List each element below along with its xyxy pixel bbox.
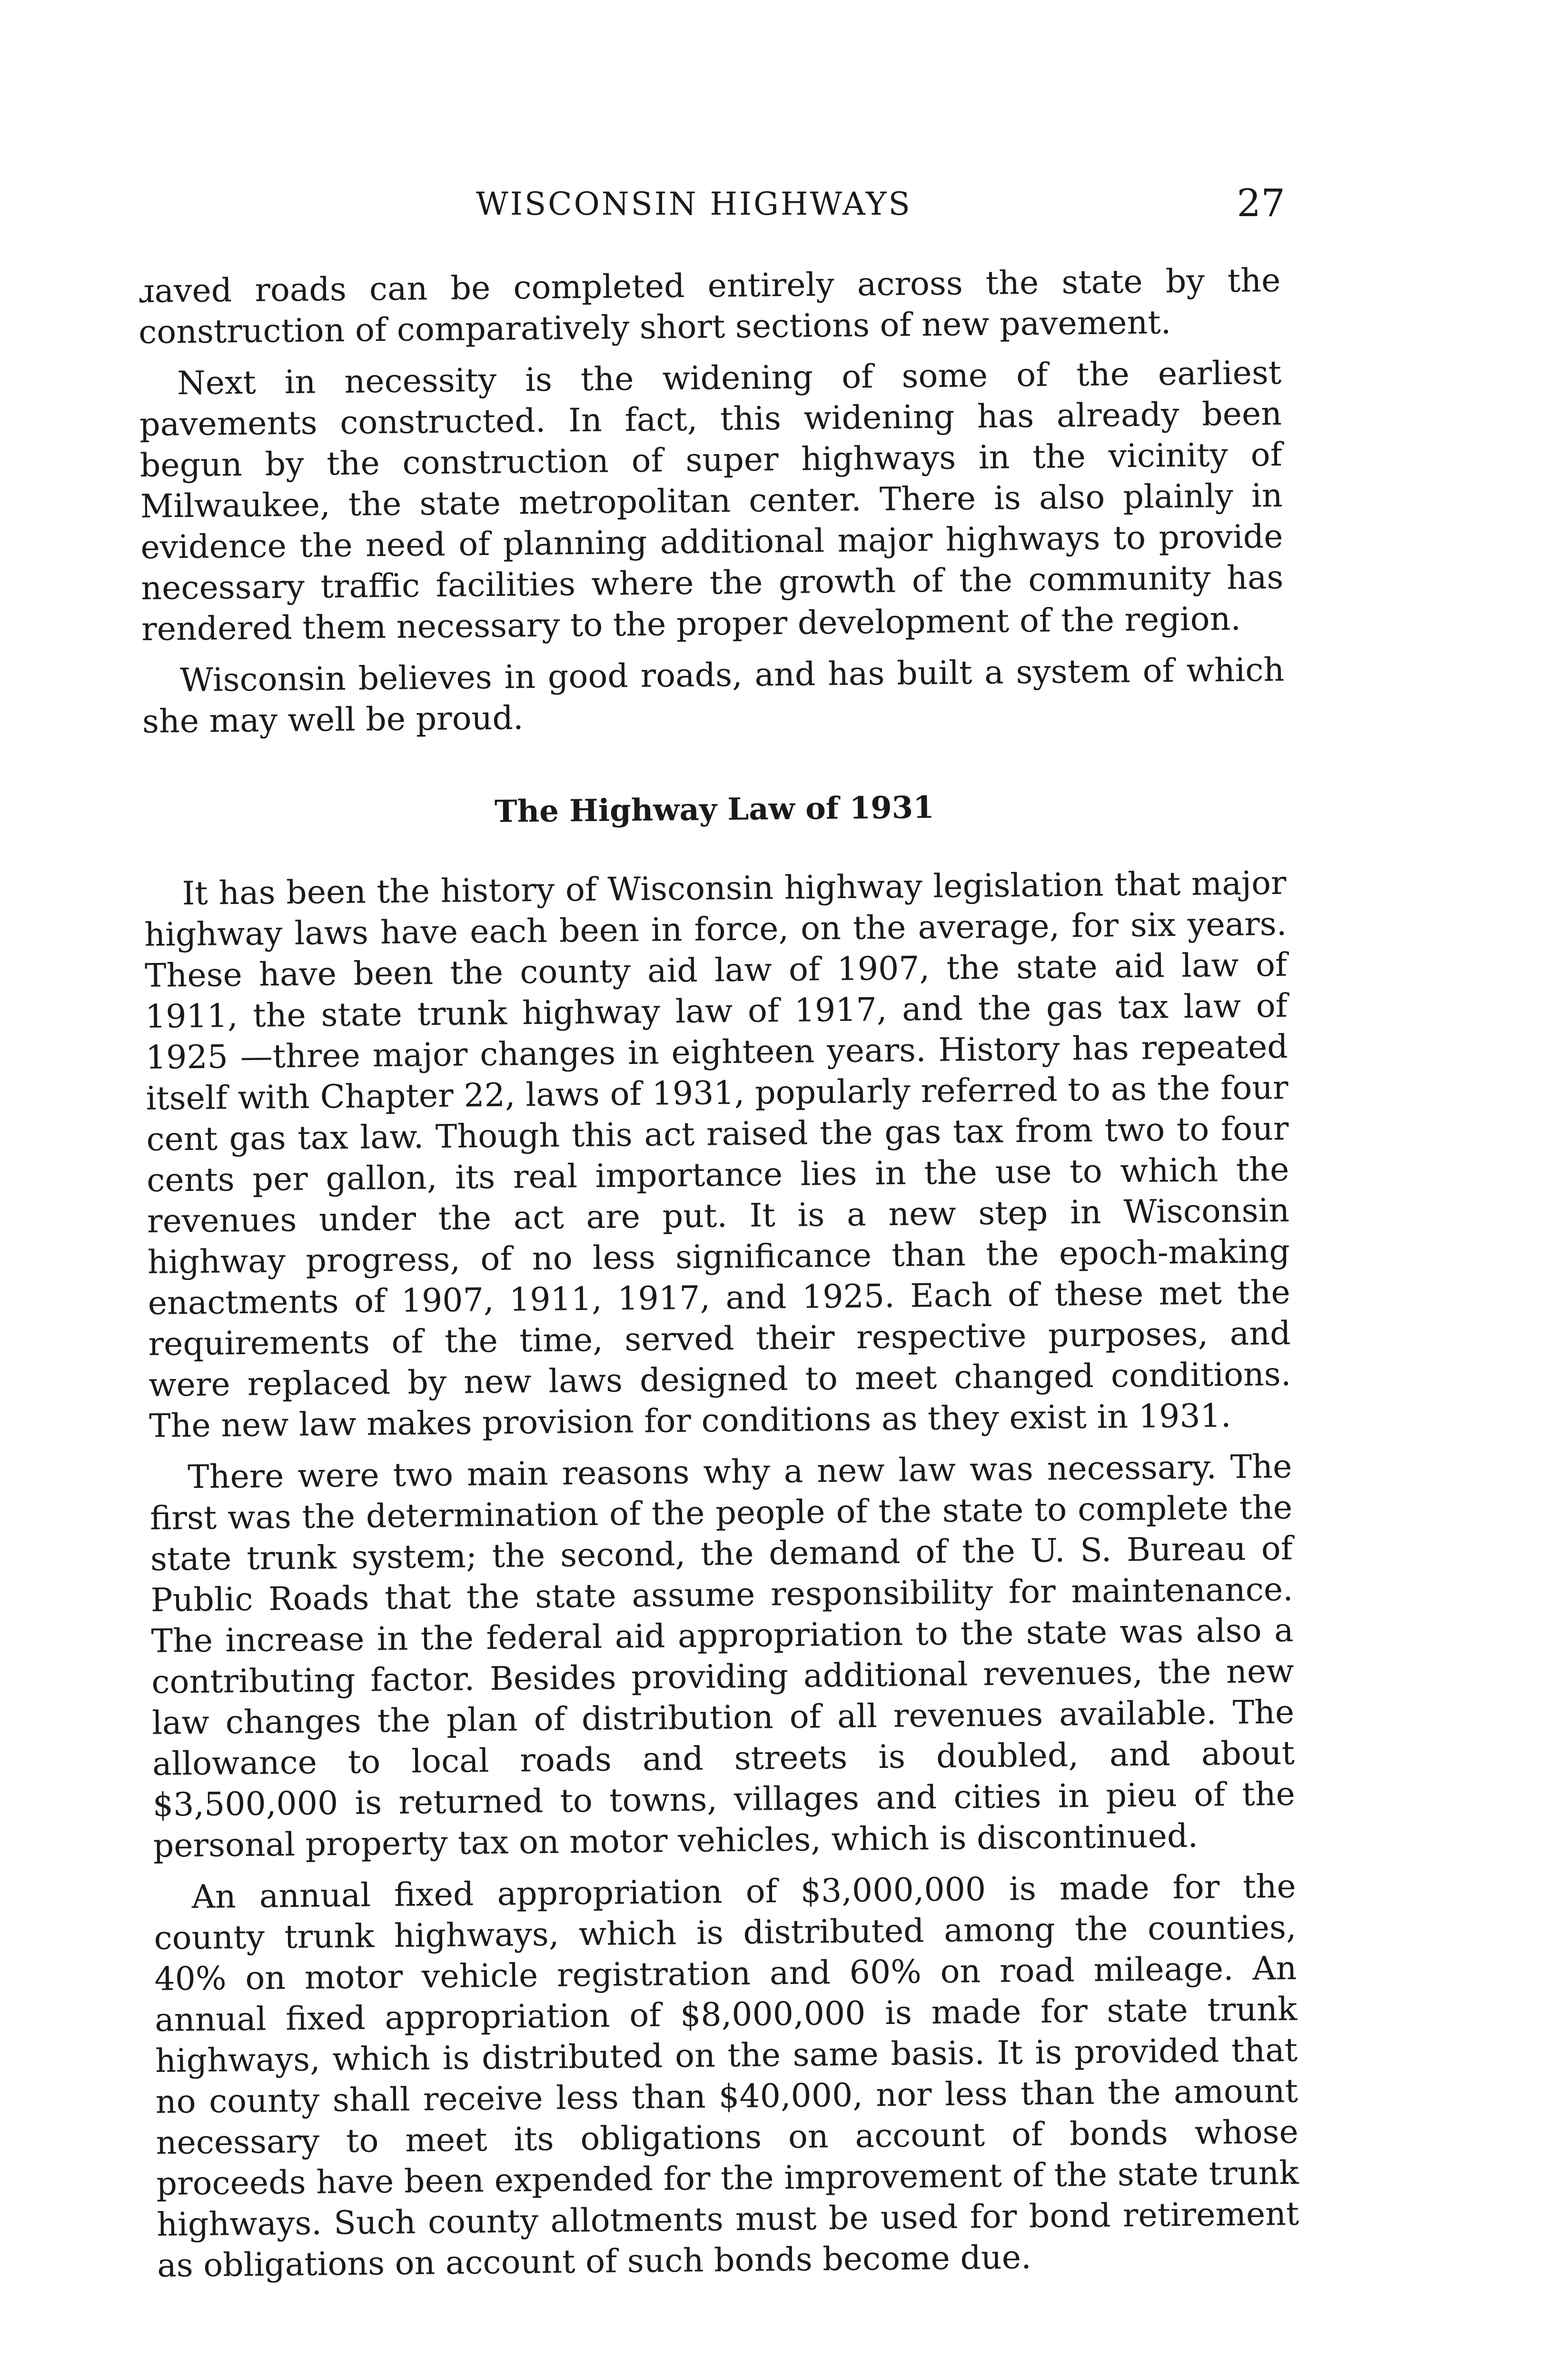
paragraph-reasons: There were two main reasons why a new law was necessary. The first was the determination of the people of the state to complete the state trunk system; the second, the demand of the U. S. Bureau of Public Roads that the state assume responsibility for maintenance. The increase in the federal aid appropriation to the state was also a contributing factor. Besides providing additional revenues, the new law changes the plan of distribution of all revenues available. The allowance to local roads and streets is doubled, and about $3,500,000 is returned to towns, villages and cities in pieu of the personal property tax on motor vehicles, which is discontinued. (149, 1448, 1296, 1865)
page-header (143, 181, 1285, 238)
paragraph-history: It has been the history of Wisconsin highway legislation that major highway laws have each been in force, on the average, for six years. These have been the county aid law of 1907, the state aid law of 1911, the state trunk highway law of 1917, and the gas tax law of 1925 —three major changes in eighteen years. History has repeated itself with Chapter 22, laws of 1931, popularly referred to as the four cent gas tax law. Though this act raised the gas tax from two to four cents per gallon, its real importance lies in the use to which the revenues under the act are put. It is a new step in Wisconsin highway progress, of no less significance than the epoch-making enactments of 1907, 1911, 1917, and 1925. Each of these met the requirements of the time, served their respective purposes, and were replaced by new laws designed to meet changed conditions. The new law makes provision for conditions as they exist in 1931. (144, 864, 1291, 1445)
paragraph-good-roads: Wisconsin believes in good roads, and has built a system of which she may well be proud. (142, 651, 1285, 741)
paragraph-widening: Next in necessity is the widening of some of the earliest pavements constructed. In fact, this widening has already been begun by the construction of super highways in the vicinity of Milwaukee, the state metropolitan center. There is also plainly in evidence the need of planning additional major highways to provide necessary traffic facilities where the growth of the community has rendered them necessary to the proper development of the region. (139, 354, 1284, 648)
paragraph-appropriation: An annual fixed appropriation of $3,000,000 is made for the county trunk highways, which is distributed among the counties, 40% on motor vehicle registration and 60% on road mileage. An annual fixed appropriation of $8,000,000 is made for state trunk highways, which is distributed on the same basis. It is provided that no county shall receive less than $40,000, nor less than the amount necessary to meet its obligations on account of bonds whose proceeds have been expended for the improvement of the state trunk highways. Such county allotments must be used for bond retirement as obligations on account of such bonds become due. (154, 1867, 1299, 2285)
paragraph-continued: ɹaved roads can be completed entirely across the state by the construction of comparatively short sections of new pavement. (138, 261, 1281, 351)
page-number: 27 (1237, 181, 1285, 225)
running-head: WISCONSIN HIGHWAYS (476, 186, 912, 222)
body-text (138, 260, 1300, 2297)
section-heading: The Highway Law of 1931 (494, 789, 935, 830)
